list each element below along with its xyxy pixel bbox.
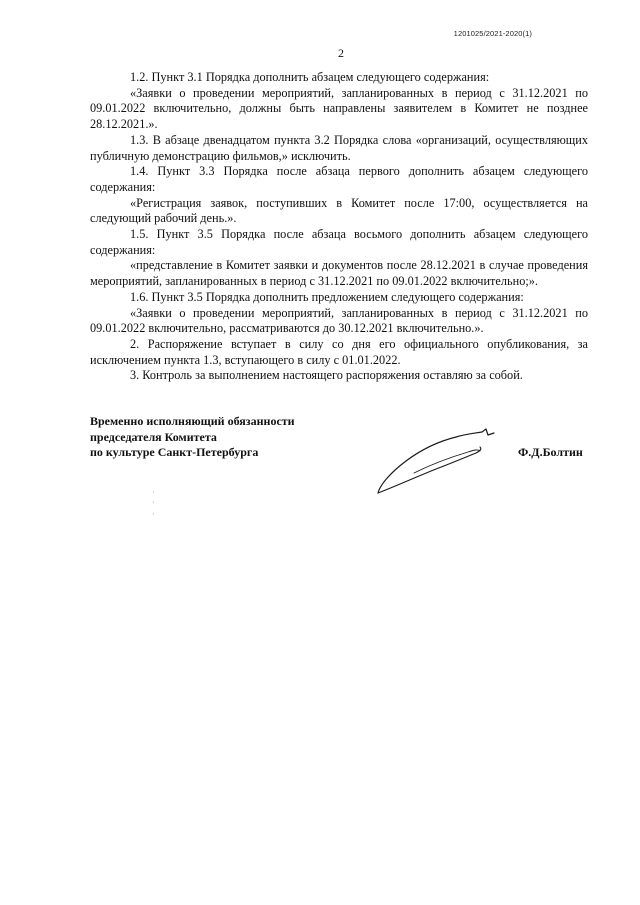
- paragraph-1-4: 1.4. Пункт 3.3 Порядка после абзаца первого дополнить абзацем следующего содержания:: [90, 164, 588, 194]
- signatory-title-line-3: по культуре Санкт-Петербурга: [90, 445, 259, 460]
- quote-1-4: «Регистрация заявок, поступивших в Комитет после 17:00, осуществляется на следующий рабочий день.».: [90, 195, 588, 226]
- paragraph-1-5: 1.5. Пункт 3.5 Порядка после абзаца восьмого дополнить абзацем следующего содержания:: [90, 227, 588, 257]
- signatory-name: Ф.Д.Болтин: [518, 445, 583, 459]
- scan-artifact: [152, 490, 155, 518]
- handwritten-signature: [370, 425, 505, 500]
- paragraph-1-3: 1.3. В абзаце двенадцатом пункта 3.2 Порядка слова «организаций, осуществляющих публичную демонстрацию фильмов,» исключить.: [90, 132, 588, 163]
- signatory-title-line-2: председателя Комитета: [90, 429, 217, 444]
- paragraph-2: 2. Распоряжение вступает в силу со дня его официального опубликования, за исключением пункта 1.3, вступающего в силу с 01.01.2022.: [90, 336, 588, 367]
- document-body: [90, 70, 588, 384]
- paragraph-3: 3. Контроль за выполнением настоящего распоряжения оставляю за собой.: [130, 368, 523, 383]
- quote-1-2: «Заявки о проведении мероприятий, запланированных в период с 31.12.2021 по 09.01.2022 включительно, должны быть направлены заявителем в Комитет не позднее 28.12.2021.».: [90, 85, 588, 132]
- signatory-title-line-1: Временно исполняющий обязанности: [90, 414, 295, 428]
- page-number: 2: [338, 46, 344, 60]
- quote-1-5: «представление в Комитет заявки и документов после 28.12.2021 в случае проведения мероприятий, запланированных в период с 31.12.2021 по 09.01.2022 включительно;».: [90, 258, 588, 289]
- signatory-title: [90, 414, 295, 461]
- paragraph-1-2: 1.2. Пункт 3.1 Порядка дополнить абзацем следующего содержания:: [130, 70, 490, 84]
- document-number: 1201025/2021-2020(1): [453, 29, 532, 38]
- quote-1-6: «Заявки о проведении мероприятий, запланированных в период с 31.12.2021 по 09.01.2022 включительно, рассматриваются до 30.12.2021 включительно.».: [90, 305, 588, 336]
- paragraph-1-6: 1.6. Пункт 3.5 Порядка дополнить предложением следующего содержания:: [130, 289, 524, 304]
